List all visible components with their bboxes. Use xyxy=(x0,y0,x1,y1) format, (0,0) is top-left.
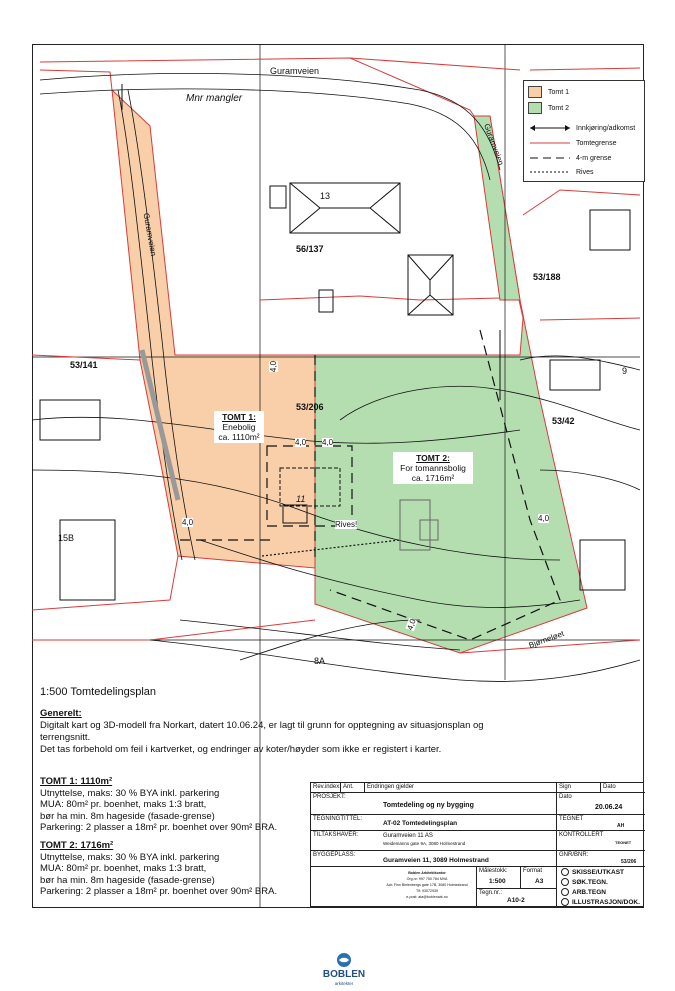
double-arrow-icon xyxy=(528,124,572,132)
tomt2-label-area: ca. 1716m² xyxy=(411,473,455,483)
tomt2-spec-line: Parkering: 2 plasser a 18m² pr. boenhet over 90m² BRA. xyxy=(40,886,278,897)
red-line-icon xyxy=(528,139,572,147)
legend-limit-label: 4-m grense xyxy=(576,154,612,162)
status-label: ARB.TEGN xyxy=(572,888,606,896)
legend-item-tomt1 xyxy=(528,86,569,98)
map-legend xyxy=(523,80,645,182)
ant-cell xyxy=(341,783,365,793)
changes-label: Endringen gjelder xyxy=(367,784,415,790)
legend-item-limit xyxy=(528,153,640,163)
company-cell xyxy=(311,867,477,986)
kontrollert-cell xyxy=(557,831,645,851)
date-cell xyxy=(557,793,645,815)
dim-label: 4,0 xyxy=(405,617,418,632)
tomt1-label xyxy=(214,411,264,443)
note-top: Mnr mangler xyxy=(186,93,243,104)
status-option[interactable] xyxy=(561,898,640,906)
title-block xyxy=(310,782,644,986)
company-line: Org.nr: 997 750 784 MVA xyxy=(406,877,448,881)
dim-label: 4,0 xyxy=(538,514,550,523)
format-cell xyxy=(521,867,557,889)
parcel-label: 53/206 xyxy=(296,402,324,412)
parcel-label: 53/42 xyxy=(552,416,575,426)
status-option[interactable] xyxy=(561,878,608,886)
byggeplass-cell xyxy=(311,851,557,867)
general-notes xyxy=(40,708,510,756)
radio-icon xyxy=(561,868,569,876)
tiltakshaver-address: Weidemanns gate 9A, 3080 Holmestrand xyxy=(383,841,466,846)
tegnnr-cell xyxy=(477,889,557,908)
malestokk-cell xyxy=(477,867,521,889)
logo-text: BOBLEN xyxy=(322,969,366,980)
tiltakshaver-cell xyxy=(311,831,557,851)
gnr-cell xyxy=(557,851,645,867)
tomt1-spec-line: Utnyttelse, maks: 30 % BYA inkl. parkering xyxy=(40,787,220,799)
tegnnr-value: A10-2 xyxy=(507,897,525,904)
parcel-label: 9 xyxy=(622,366,628,376)
parcel-label: 53/188 xyxy=(533,272,561,282)
rives-label: Rives! xyxy=(335,520,358,529)
legend-demolish-label: Rives xyxy=(576,168,594,176)
tomt1-area xyxy=(112,90,315,568)
tegningtittel-value: AT-02 Tomtedelingsplan xyxy=(383,820,458,827)
tegnnr-label: Tegn.nr.: xyxy=(479,890,503,896)
dotted-line-icon xyxy=(528,168,572,176)
status-cell xyxy=(557,867,645,908)
tomt2-spec-heading: TOMT 2: 1716m² xyxy=(40,840,114,851)
tomt2-label-title: TOMT 2: xyxy=(416,453,450,463)
gnr-value: 53/206 xyxy=(621,859,637,865)
tomt1-label-title: TOMT 1: xyxy=(222,412,256,422)
format-label: Format xyxy=(523,868,543,874)
dashed-line-icon xyxy=(528,154,572,162)
parcel-label: 56/137 xyxy=(296,244,324,254)
status-label: ILLUSTRASJON/DOK. xyxy=(572,898,640,906)
dim-label: 4,0 xyxy=(295,438,307,447)
dim-label: 4,0 xyxy=(182,518,194,527)
legend-item-tomt2 xyxy=(528,102,569,114)
company-line: Tlf: 93072939 xyxy=(416,889,438,893)
rev-index-cell xyxy=(311,783,341,793)
dato-cell xyxy=(601,783,645,793)
radio-icon xyxy=(561,888,569,896)
legend-tomt1-label: Tomt 1 xyxy=(548,88,570,96)
kontrollert-label: KONTROLLERT xyxy=(559,832,604,838)
legend-tomt2-label: Tomt 2 xyxy=(548,104,570,112)
tomt2-spec-line: bør ha min. 8m hageside (fasade-grense) xyxy=(40,874,215,886)
tomt1-swatch xyxy=(528,86,542,98)
tomt2-area xyxy=(315,116,587,653)
general-p1: Digitalt kart og 3D-modell fra Norkart, datert 10.06.24, er lagt til grunn for opptegning av situasjonsplan og terrengsnitt. xyxy=(40,720,484,743)
road-label-top: Guramveien xyxy=(270,66,320,76)
road-label-left: Guramveien xyxy=(141,212,159,257)
boblen-logo xyxy=(315,951,373,989)
status-option[interactable] xyxy=(561,888,606,896)
legend-access-label: Innkjøring/adkomst xyxy=(576,124,636,132)
tegningtittel-cell xyxy=(311,815,557,831)
road-label-bottom: Bjørneløet xyxy=(527,628,566,651)
tomt2-spec-line: Utnyttelse, maks: 30 % BYA inkl. parkering xyxy=(40,851,220,863)
parcel-label: 13 xyxy=(320,191,331,201)
parcel-label: 8A xyxy=(314,656,326,666)
scale-title: 1:500 Tomtedelingsplan xyxy=(40,686,156,698)
general-heading: Generelt: xyxy=(40,708,82,719)
general-p2: Det tas forbehold om feil i kartverket, og endringer av koter/høyder som ikke er registert i karter. xyxy=(40,744,442,755)
status-label: SKISSE/UTKAST xyxy=(572,868,625,876)
tomt1-spec xyxy=(40,776,320,834)
sign-cell xyxy=(557,783,601,793)
dim-label: 4,0 xyxy=(269,360,279,373)
prosjekt-cell xyxy=(311,793,557,815)
changes-cell xyxy=(365,783,557,793)
legend-item-access xyxy=(528,123,640,133)
status-label: SØK.TEGN. xyxy=(572,878,608,886)
building-pyramid xyxy=(408,255,453,315)
radio-icon xyxy=(561,878,569,886)
tiltakshaver-label: TILTAKSHAVER: xyxy=(313,832,359,838)
tegnet-value: AH xyxy=(617,823,625,829)
kontrollert-value: TEGNET xyxy=(615,840,632,845)
tomt2-label-use: For tomannsbolig xyxy=(400,463,466,473)
gnr-label: GNR/BNR: xyxy=(559,852,589,858)
sign-label: Sign xyxy=(559,784,572,790)
tomt1-label-area: ca. 1110m² xyxy=(218,432,260,442)
malestokk-label: Målestokk: xyxy=(479,868,508,874)
parcel-label: 11 xyxy=(296,494,306,504)
tomt2-spec xyxy=(40,840,320,898)
tomt1-spec-heading: TOMT 1: 1110m² xyxy=(40,776,113,787)
tomt1-label-use: Enebolig xyxy=(222,422,256,432)
tomt1-spec-line: Parkering: 2 plasser a 18m² pr. boenhet over 90m² BRA. xyxy=(40,822,278,833)
tegningtittel-label: TEGNINGTITTEL: xyxy=(313,816,363,822)
road-label-right: Guramveien xyxy=(482,122,506,167)
building-13 xyxy=(290,183,400,233)
tomt1-spec-line: bør ha min. 8m hageside (fasade-grense) xyxy=(40,810,215,822)
tegnet-cell xyxy=(557,815,645,831)
dato-label: Dato xyxy=(559,794,572,800)
tegnet-label: TEGNET xyxy=(559,816,584,822)
tomt2-spec-line: MUA: 80m² pr. boenhet, maks 1:3 bratt, xyxy=(40,863,207,874)
rev-index-label: Rev.index: xyxy=(313,784,341,790)
prosjekt-label: PROSJEKT: xyxy=(313,794,346,800)
parcel-label: 53/141 xyxy=(70,360,98,370)
byggeplass-label: BYGGEPLASS: xyxy=(313,852,356,858)
legend-item-boundary xyxy=(528,138,640,148)
prosjekt-value: Tomtedeling og ny bygging xyxy=(383,802,474,809)
tomt2-swatch xyxy=(528,102,542,114)
radio-icon xyxy=(561,898,569,906)
date-value: 20.06.24 xyxy=(595,804,623,811)
legend-item-demolish xyxy=(528,167,640,177)
ant-label: Ant. xyxy=(343,784,354,790)
company-info xyxy=(379,870,475,900)
parcel-label: 15B xyxy=(58,533,75,543)
status-option[interactable] xyxy=(561,868,624,876)
company-line: Adr: Finn Bielenbergs gate 17B, 3080 Holmestrand xyxy=(386,883,468,887)
tomt1-spec-line: MUA: 80m² pr. boenhet, maks 1:3 bratt, xyxy=(40,799,207,810)
dim-label: 4,0 xyxy=(322,438,334,447)
tomt2-label xyxy=(393,452,473,484)
legend-boundary-label: Tomtegrense xyxy=(576,139,617,147)
logo-subtext: arkitekter xyxy=(334,981,354,986)
byggeplass-value: Guramveien 11, 3089 Holmestrand xyxy=(383,857,489,864)
company-line: e-post: ata@boblenark.no xyxy=(406,895,448,899)
format-value: A3 xyxy=(535,878,544,885)
dato-head-label: Dato xyxy=(603,784,616,790)
company-name: Boblen Arkitektkontor xyxy=(408,871,446,875)
tiltakshaver-value: Guramveien 11 AS xyxy=(383,833,433,839)
malestokk-value: 1:500 xyxy=(489,878,506,885)
